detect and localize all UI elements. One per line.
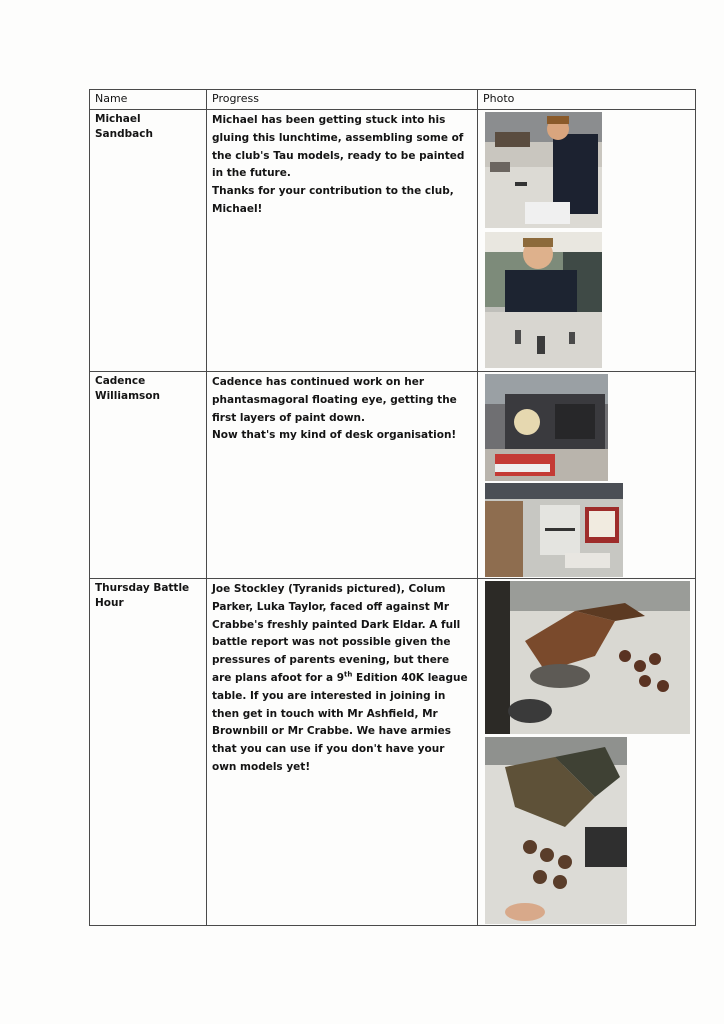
row-photos xyxy=(478,110,696,372)
row-name: Thursday Battle Hour xyxy=(90,579,207,926)
progress-paragraph: Joe Stockley (Tyranids pictured), Colum Parker, Luka Taylor, faced off against Mr Crabbe's freshly painted Dark Eldar. A full battle report was not possible given the pressures of parents evening, but there are plans afoot for a 9th Edition 40K league table. If you are interested in joining in then get in touch with Mr Ashfield, Mr Brownbill or Mr Crabbe. We have armies that you can use if you don't have your own models yet! xyxy=(212,583,468,773)
header-photo: Photo xyxy=(478,90,696,110)
row-photos xyxy=(478,372,696,579)
table-header-row xyxy=(90,90,696,110)
row-progress xyxy=(207,110,478,372)
row-progress xyxy=(207,579,478,926)
progress-table xyxy=(89,89,696,926)
row-name: Cadence Williamson xyxy=(90,372,207,579)
table-row xyxy=(90,372,696,579)
row-progress xyxy=(207,372,478,579)
progress-paragraph: Cadence has continued work on her phantasmagoral floating eye, getting the first layers of paint down. xyxy=(212,376,457,424)
photo-paint-supplies xyxy=(485,483,623,577)
photo-boy-assembling-models xyxy=(485,232,602,368)
photo-boy-at-desk xyxy=(485,112,602,228)
photo-painting-desk xyxy=(485,374,608,481)
progress-paragraph: Thanks for your contribution to the club, Michael! xyxy=(212,185,454,215)
row-name: Michael Sandbach xyxy=(90,110,207,372)
photo-tyranid-army xyxy=(485,581,690,734)
table-row xyxy=(90,110,696,372)
photo-battle-table xyxy=(485,737,627,924)
header-progress: Progress xyxy=(207,90,478,110)
table-row xyxy=(90,579,696,926)
header-name: Name xyxy=(90,90,207,110)
progress-paragraph: Now that's my kind of desk organisation! xyxy=(212,429,457,442)
row-photos xyxy=(478,579,696,926)
progress-paragraph: Michael has been getting stuck into his gluing this lunchtime, assembling some of the club's Tau models, ready to be painted in the future. xyxy=(212,114,465,180)
